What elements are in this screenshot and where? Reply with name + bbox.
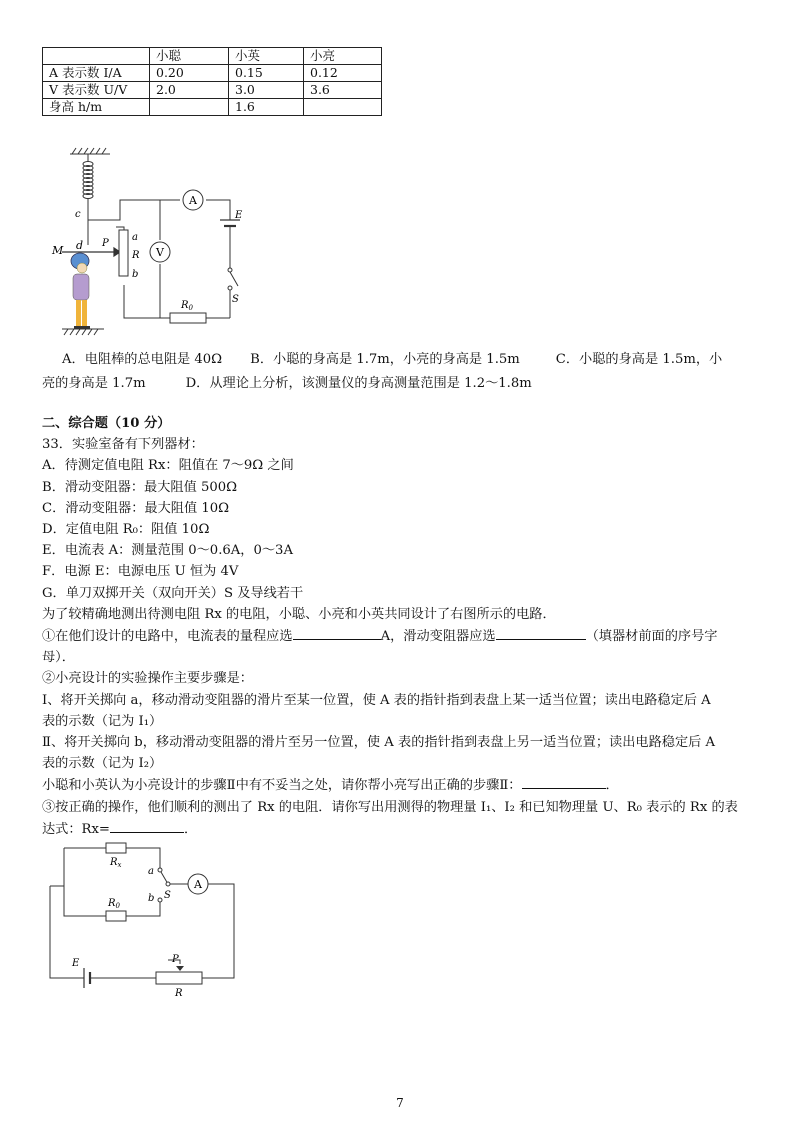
q2-ask-text: 小聪和小英认为小亮设计的步骤Ⅱ中有不妥当之处，请你帮小亮写出正确的步骤Ⅱ： xyxy=(42,778,522,794)
label-r: R xyxy=(132,250,140,261)
q1-line xyxy=(42,625,754,647)
table-header-cell xyxy=(43,48,150,65)
q32-options-line2 xyxy=(42,372,756,396)
step-2: Ⅱ、将开关掷向 b，移动滑动变阻器的滑片至另一位置，使 A 表的指针指到表盘上另一适当位置；读出电路稳定后 A xyxy=(42,735,716,751)
q32-options xyxy=(42,348,756,372)
equipment-item: A．待测定值电阻 Rx：阻值在 7～9Ω 之间 xyxy=(42,458,294,474)
q2-ask xyxy=(42,774,754,796)
label-b: b xyxy=(132,269,139,280)
rx-measurement-circuit-diagram xyxy=(44,838,244,998)
q1-text-b: A，滑动变阻器应选 xyxy=(380,629,496,645)
equipment-item: E．电流表 A：测量范围 0～0.6A，0～3A xyxy=(42,543,293,559)
resistor-r0 xyxy=(106,911,126,921)
q3-text-b: 达式：Rx= xyxy=(42,821,110,837)
label-r: R xyxy=(175,988,183,998)
label-d: d xyxy=(76,239,84,252)
answer-blank-rheostat[interactable] xyxy=(496,625,586,640)
label-c: c xyxy=(75,209,81,220)
label-a: a xyxy=(132,232,138,243)
step-2-cont: 表的示数（记为 I₂） xyxy=(42,756,163,772)
table-cell: 2.0 xyxy=(150,82,229,99)
label-b: b xyxy=(148,893,155,904)
answer-blank-rx-expression[interactable] xyxy=(110,818,184,833)
table-cell xyxy=(150,99,229,116)
q33-intro: 33．实验室备有下列器材： xyxy=(42,437,204,453)
option-a: A．电阻棒的总电阻是 40Ω xyxy=(62,352,223,367)
ammeter-label: A xyxy=(194,878,202,891)
spring xyxy=(83,154,93,245)
table-header-cell: 小聪 xyxy=(150,48,229,65)
q1-line-2: 母）． xyxy=(42,650,75,666)
label-e: E xyxy=(235,210,243,221)
label-r0: $R_0$ xyxy=(108,898,120,910)
fixed-resistor-r0 xyxy=(170,313,206,323)
table-cell: 1.6 xyxy=(229,99,304,116)
voltmeter-label: V xyxy=(156,246,164,259)
section-2 xyxy=(42,413,754,840)
equipment-item: B．滑动变阻器：最大阻值 500Ω xyxy=(42,479,238,495)
resistor-rod xyxy=(119,230,128,276)
table-cell: A 表示数 I/A xyxy=(43,65,150,82)
table-header-cell: 小英 xyxy=(229,48,304,65)
option-b: B．小聪的身高是 1.7m，小亮的身高是 1.5m xyxy=(250,352,520,367)
table-cell xyxy=(304,99,382,116)
q3-end: ． xyxy=(183,821,198,837)
q2-end: ． xyxy=(605,778,619,794)
height-meter-circuit-diagram xyxy=(40,140,250,345)
resistor-rx xyxy=(106,843,126,853)
table-cell: 0.20 xyxy=(150,65,229,82)
table-row xyxy=(43,99,382,116)
label-e: E xyxy=(72,958,80,969)
equipment-item: C．滑动变阻器：最大阻值 10Ω xyxy=(42,500,230,516)
section-heading: 二、综合题（10 分） xyxy=(42,416,171,431)
q1-text-c: （填器材前面的序号字 xyxy=(585,629,718,645)
label-s: S xyxy=(164,890,171,901)
label-p: P xyxy=(102,238,109,249)
table-cell: V 表示数 U/V xyxy=(43,82,150,99)
design-statement: 为了较精确地测出待测电阻 Rx 的电阻，小聪、小亮和小英共同设计了右图所示的电路． xyxy=(42,606,556,622)
table-cell: 身高 h/m xyxy=(43,99,150,116)
rheostat-slider xyxy=(176,966,184,971)
label-m: M xyxy=(52,244,64,257)
label-r0: $R_0$ xyxy=(181,300,193,312)
equipment-item: G．单刀双掷开关（双向开关）S 及导线若干 xyxy=(42,585,304,601)
table-row xyxy=(43,65,382,82)
option-c-part2: 亮的身高是 1.7m xyxy=(42,376,146,391)
ceiling-hatch xyxy=(70,148,110,154)
label-p: P xyxy=(172,954,179,965)
switch-icon xyxy=(228,268,238,290)
label-rx: $R_x$ xyxy=(110,857,122,869)
step-1-cont: 表的示数（记为 I₁） xyxy=(42,713,163,729)
step-1: Ⅰ、将开关掷向 a，移动滑动变阻器的滑片至某一位置，使 A 表的指针指到表盘上某一适当位置；读出电路稳定后 A xyxy=(42,692,711,708)
option-d: D．从理论上分析，该测量仪的身高测量范围是 1.2～1.8m xyxy=(185,376,532,391)
option-c-part1: C．小聪的身高是 1.5m，小 xyxy=(555,352,723,367)
label-s: S xyxy=(232,294,239,305)
table-header-row xyxy=(43,48,382,65)
q3-line-2 xyxy=(42,818,754,840)
battery-icon xyxy=(84,968,96,988)
answer-blank-step2[interactable] xyxy=(522,774,606,789)
equipment-item: D．定值电阻 R₀：阻值 10Ω xyxy=(42,522,210,538)
label-a: a xyxy=(148,866,154,877)
table-cell: 3.0 xyxy=(229,82,304,99)
rheostat xyxy=(156,972,202,984)
table-cell: 3.6 xyxy=(304,82,382,99)
measurement-table xyxy=(42,47,382,116)
page-number: 7 xyxy=(396,1096,404,1110)
equipment-item: F．电源 E：电源电压 U 恒为 4V xyxy=(42,564,239,580)
slider-arm xyxy=(62,248,120,256)
q3-line: ③按正确的操作，他们顺利的测出了 Rx 的电阻．请你写出用测得的物理量 I₁、I₂ 和已知物理量 U、R₀ 表示的 Rx 的表 xyxy=(42,799,738,815)
table-cell: 0.12 xyxy=(304,65,382,82)
ammeter-label: A xyxy=(189,194,197,207)
table-cell: 0.15 xyxy=(229,65,304,82)
answer-blank-range[interactable] xyxy=(293,625,381,640)
q2-intro: ②小亮设计的实验操作主要步骤是： xyxy=(42,671,253,687)
person-figure xyxy=(71,253,90,329)
q1-text-a: ①在他们设计的电路中，电流表的量程应选 xyxy=(42,629,293,645)
table-header-cell: 小亮 xyxy=(304,48,382,65)
floor-hatch xyxy=(62,329,104,335)
table-row xyxy=(43,82,382,99)
battery-icon xyxy=(220,220,240,236)
